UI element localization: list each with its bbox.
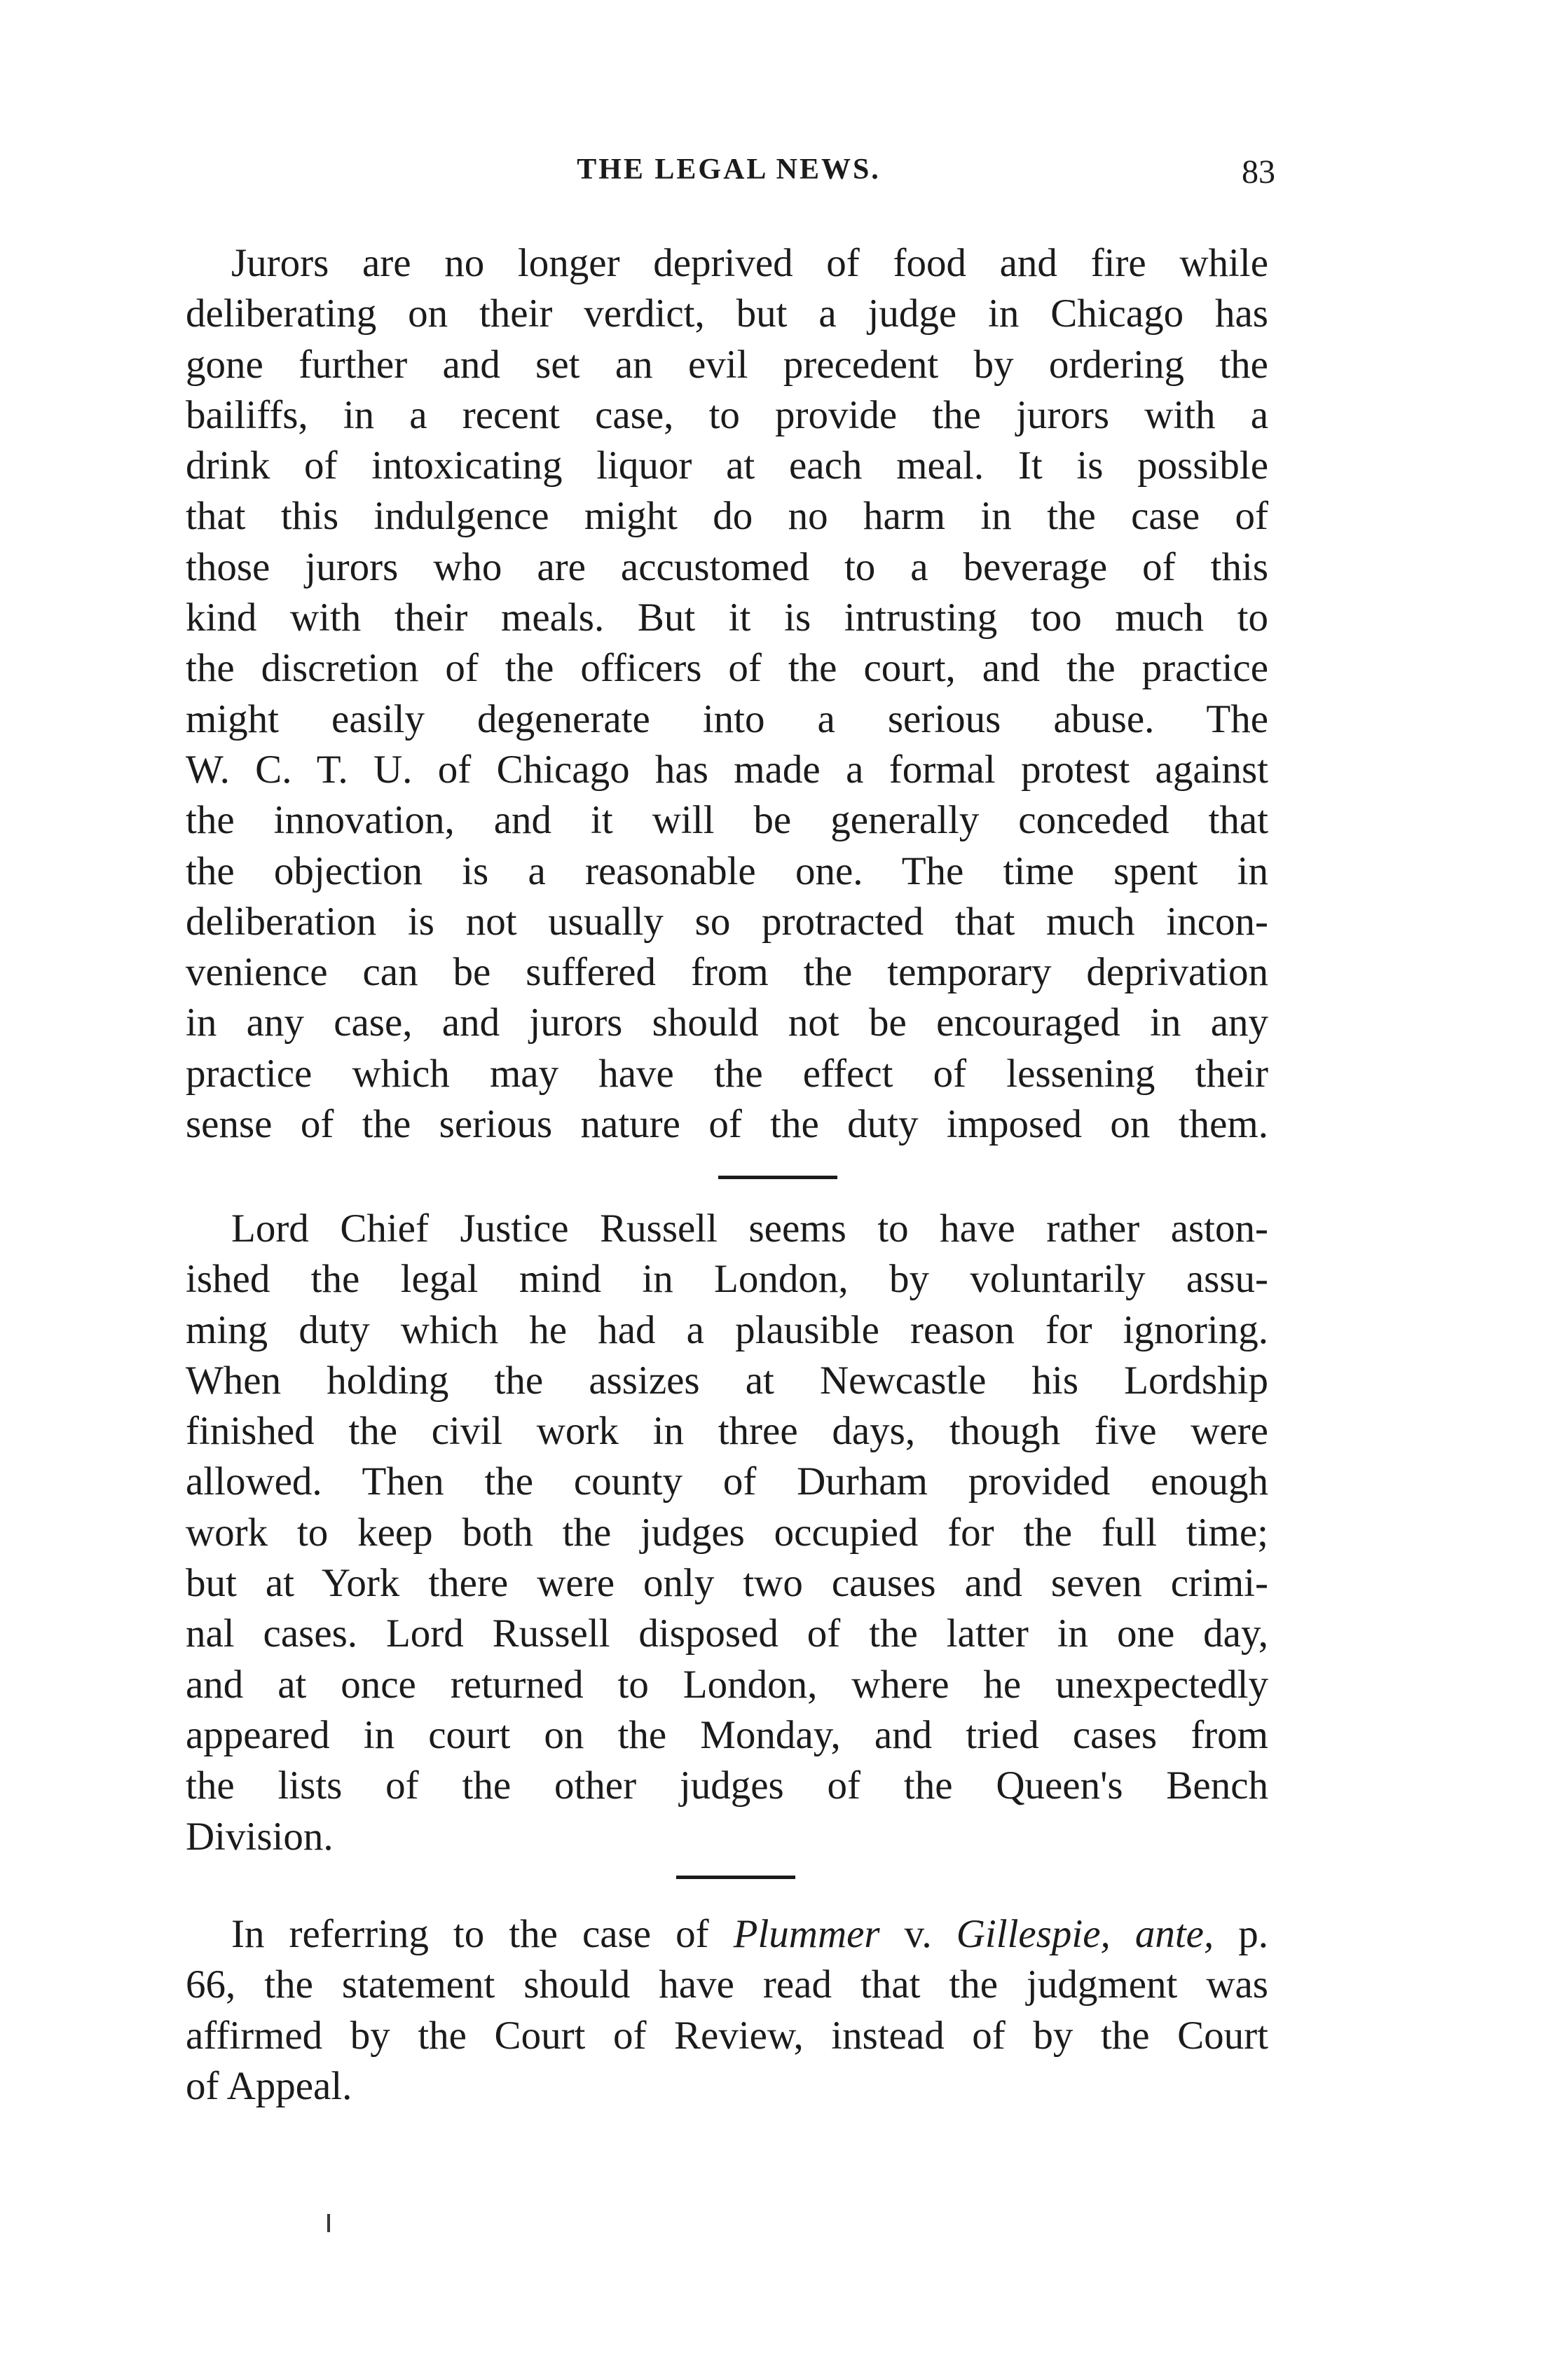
text-line: sense of the serious nature of the duty imposed on them.	[186, 1102, 1268, 1147]
text-line: W. C. T. U. of Chicago has made a formal protest against	[186, 747, 1268, 792]
text-line: of Appeal.	[186, 2063, 352, 2108]
text-line: venience can be suffered from the temporary deprivation	[186, 950, 1268, 995]
paragraph-text	[186, 238, 1268, 1150]
text-run: In referring to the case of	[231, 1912, 734, 1956]
case-name-defendant: Gillespie, ante,	[956, 1912, 1214, 1956]
text-line: work to keep both the judges occupied for the full time;	[186, 1510, 1268, 1555]
text-line: the innovation, and it will be generally conceded that	[186, 798, 1268, 843]
running-title: THE LEGAL NEWS.	[577, 153, 881, 186]
paragraph-text	[186, 1909, 1268, 2112]
text-line	[186, 1909, 1268, 1960]
text-line: ming duty which he had a plausible reason for ignoring.	[186, 1307, 1268, 1352]
text-line: ished the legal mind in London, by voluntarily assu-	[186, 1257, 1268, 1302]
ink-mark	[327, 2214, 330, 2232]
paragraph-1	[186, 238, 1268, 1150]
text-line: 66, the statement should have read that the judgment was	[186, 1962, 1268, 2007]
text-line: in any case, and jurors should not be encouraged in any	[186, 1000, 1268, 1045]
text-line: deliberating on their verdict, but a judge in Chicago has	[186, 291, 1268, 336]
text-line: but at York there were only two causes and seven crimi-	[186, 1561, 1268, 1606]
text-line: those jurors who are accustomed to a beverage of this	[186, 544, 1268, 589]
text-run: v.	[879, 1912, 956, 1956]
text-line: the discretion of the officers of the court, and the practice	[186, 646, 1268, 691]
text-line: and at once returned to London, where he unexpectedly	[186, 1662, 1268, 1707]
paragraph-2	[186, 1204, 1268, 1862]
text-line: might easily degenerate into a serious abuse. The	[186, 696, 1268, 741]
text-line: allowed. Then the county of Durham provided enough	[186, 1459, 1268, 1504]
text-line: the lists of the other judges of the Queen's Bench	[186, 1763, 1268, 1808]
text-line: When holding the assizes at Newcastle his Lordship	[186, 1358, 1268, 1403]
text-line: gone further and set an evil precedent by ordering the	[186, 342, 1268, 387]
text-line: appeared in court on the Monday, and tried cases from	[186, 1712, 1268, 1757]
text-line: bailiffs, in a recent case, to provide the jurors with a	[186, 392, 1268, 437]
text-line: nal cases. Lord Russell disposed of the latter in one day,	[186, 1611, 1268, 1656]
text-run: p.	[1214, 1912, 1268, 1956]
running-head	[182, 153, 1275, 195]
text-line: finished the civil work in three days, though five were	[186, 1409, 1268, 1454]
section-divider	[718, 1176, 837, 1179]
text-line: drink of intoxicating liquor at each meal. It is possible	[186, 443, 1268, 488]
text-line: that this indulgence might do no harm in the case of	[186, 494, 1268, 539]
text-line: Jurors are no longer deprived of food and fire while	[231, 241, 1268, 285]
text-line: affirmed by the Court of Review, instead of by the Court	[186, 2013, 1268, 2058]
section-divider	[676, 1876, 795, 1879]
text-line: practice which may have the effect of lessening their	[186, 1051, 1268, 1096]
page-number: 83	[1242, 153, 1275, 191]
text-line: the objection is a reasonable one. The time spent in	[186, 848, 1268, 893]
text-line: Lord Chief Justice Russell seems to have rather aston-	[231, 1206, 1268, 1251]
text-line: deliberation is not usually so protracted that much incon-	[186, 899, 1268, 944]
paragraph-text	[186, 1204, 1268, 1862]
case-name-plaintiff: Plummer	[733, 1912, 880, 1956]
text-line: kind with their meals. But it is intrusting too much to	[186, 596, 1268, 640]
text-line: Division.	[186, 1814, 334, 1859]
paragraph-3	[186, 1909, 1268, 2112]
